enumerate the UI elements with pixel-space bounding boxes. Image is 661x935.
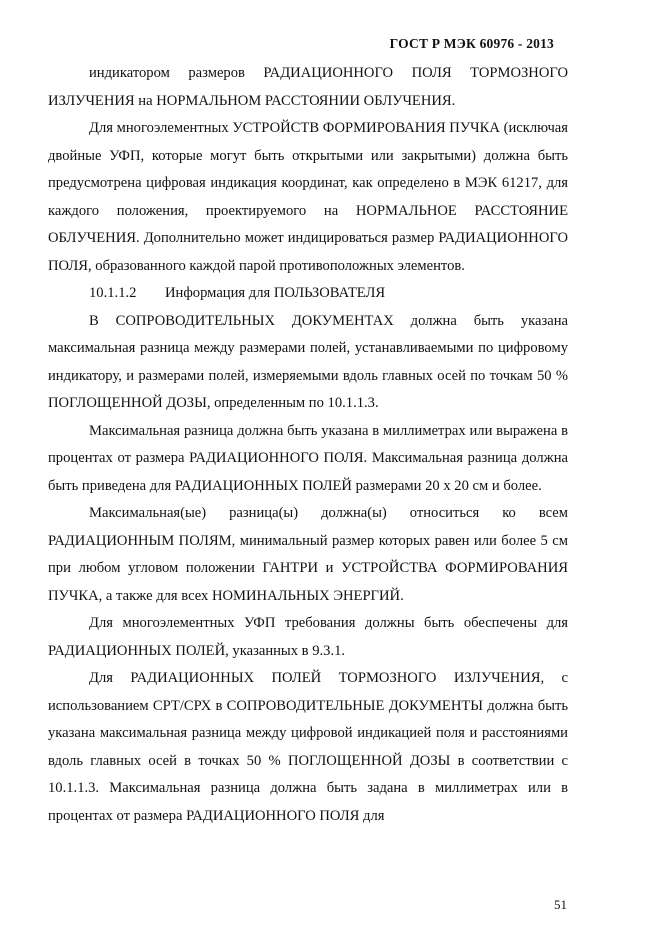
paragraph-continuation: индикатором размеров РАДИАЦИОННОГО ПОЛЯ ТОРМОЗНОГО ИЗЛУЧЕНИЯ на НОРМАЛЬНОМ РАССТОЯНИИ ОБЛУЧЕНИЯ. — [48, 65, 568, 109]
paragraph-max-difference-scope: Максимальная(ые) разница(ы) должна(ы) относиться ко всем РАДИАЦИОННЫМ ПОЛЯМ, минимальный размер которых равен или более 5 см при любом угловом положении ГАНТРИ и УСТРОЙСТВА ФОРМИРОВАНИЯ ПУЧКА, а также для всех НОМИНАЛЬНЫХ ЭНЕРГИЙ. — [48, 505, 568, 604]
paragraph-accompanying-documents: В СОПРОВОДИТЕЛЬНЫХ ДОКУМЕНТАХ должна быть указана максимальная разница между размерами полей, устанавливаемыми по цифровому индикатору, и размерами полей, измеряемыми вдоль главных осей по точкам 50 % ПОГЛОЩЕННОЙ ДОЗЫ, определенным по 10.1.1.3. — [48, 312, 568, 411]
paragraph-max-difference-units: Максимальная разница должна быть указана в миллиметрах или выражена в процентах от размера РАДИАЦИОННОГО ПОЛЯ. Максимальная разница должна быть приведена для РАДИАЦИОННЫХ ПОЛЕЙ размерами 20 х 20 см и более. — [48, 422, 568, 494]
paragraph-multileaf-requirements: Для многоэлементных УФП требования должны быть обеспечены для РАДИАЦИОННЫХ ПОЛЕЙ, указанных в 9.3.1. — [48, 615, 568, 659]
document-header-standard: ГОСТ Р МЭК 60976 - 2013 — [389, 36, 554, 51]
section-heading — [48, 280, 568, 308]
page-number: 51 — [554, 897, 567, 912]
paragraph-bremsstrahlung-fields: Для РАДИАЦИОННЫХ ПОЛЕЙ ТОРМОЗНОГО ИЗЛУЧЕНИЯ, с использованием СРТ/СРХ в СОПРОВОДИТЕЛЬНЫЕ ДОКУМЕНТЫ должна быть указана максимальная разница между цифровой индикацией поля и расстояниями вдоль главных осей в точках 50 % ПОГЛОЩЕННОЙ ДОЗЫ в соответствии с 10.1.1.3. Максимальная разница должна быть задана в миллиметрах или в процентах от размера РАДИАЦИОННОГО ПОЛЯ для — [48, 670, 568, 824]
paragraph-multileaf-indication: Для многоэлементных УСТРОЙСТВ ФОРМИРОВАНИЯ ПУЧКА (исключая двойные УФП, которые могут быть открытыми или закрытыми) должна быть предусмотрена цифровая индикация координат, как определено в МЭК 61217, для каждого положения, проектируемого на НОРМАЛЬНОЕ РАССТОЯНИЕ ОБЛУЧЕНИЯ. Дополнительно может индицироваться размер РАДИАЦИОННОГО ПОЛЯ, образованного каждой парой противоположных элементов. — [48, 120, 568, 274]
section-title: Информация для ПОЛЬЗОВАТЕЛЯ — [165, 285, 386, 301]
page-body — [48, 60, 568, 830]
section-number: 10.1.1.2 — [89, 285, 137, 301]
